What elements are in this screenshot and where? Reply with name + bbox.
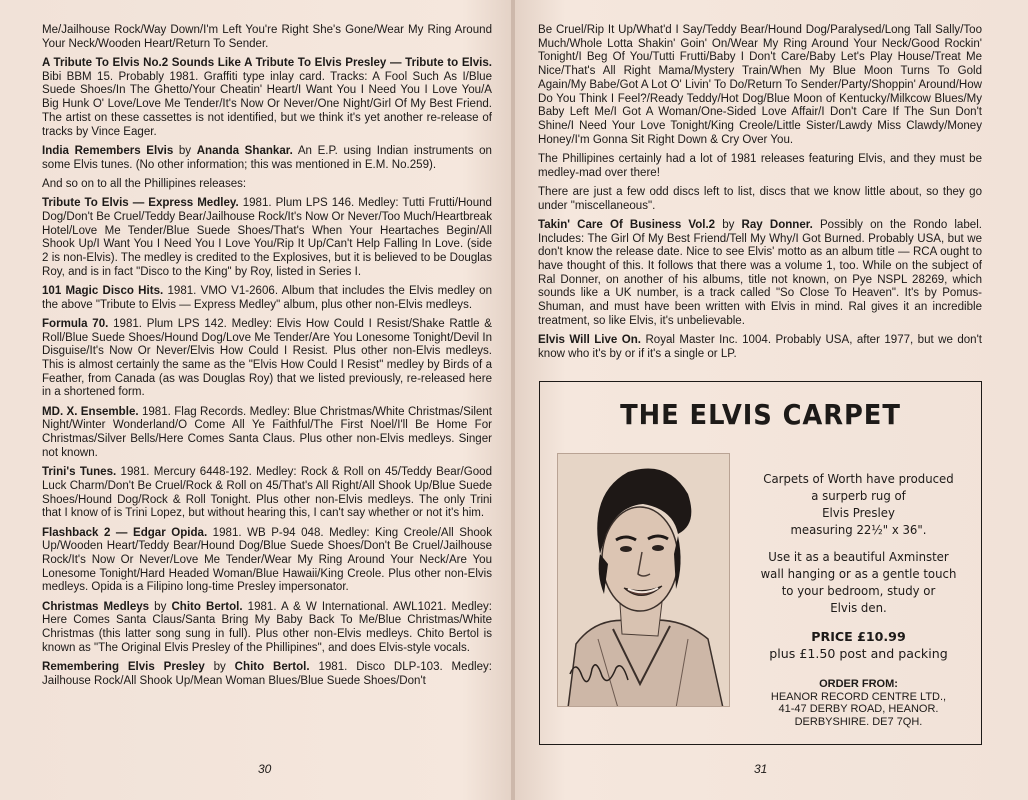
order-heading: ORDER FROM: [819,678,898,690]
paragraph-text: 1981. A & W International. AWL1021. Medley: Here Comes Santa Claus/Santa Bring My Baby Back To Me/Blue Christmas/White Christmas (this latter song sung in full). Plus other non-Elvis medleys. Chito Bertol is known as "The Original Elvis Presley of the Phillipines", and does Elvis-style vocals. [42,600,492,654]
article-paragraph [42,57,492,139]
article-paragraph [538,219,982,329]
article-paragraph [538,24,982,147]
elvis-portrait-image [557,453,730,707]
advert-copy-line: Use it as a beautiful Axminster [768,549,949,564]
advert-order-address [746,678,971,728]
paragraph-by: by [204,661,235,674]
article-paragraph [538,334,982,361]
paragraph-text: Be Cruel/Rip It Up/What'd I Say/Teddy Bear/Hound Dog/Paralysed/Long Tall Sally/Too Much/Whole Lotta Shakin' Goin' On/Wear My Ring Around Your Neck/Good Rockin' Tonight/I Beg Of You/Tutti Frutti/Baby I Don't Care/Baby Let's Play House/Treat Me Nice/That's All Right Mama/Mystery Train/When My Blue Moon Turns To Gold Again/My Babe/Got A Lot O' Livin' To Do/Return To Sender/Party/Shoppin' Around/How Do You Think I Feel?/Ready Teddy/Hot Dog/Blue Moon of Kentucky/Milkcow Blues/My Baby Left Me/I Got A Woman/One-Sided Love Affair/I Don't Care If The Sun Don't Shine/I Need Your Love Tonight/King Creole/Little Sister/Lawdy Miss Clawdy/Money Honey/I'm Gonna Sit Right Down & Cry Over You. [538,24,982,146]
paragraph-title: Elvis Will Live On. [538,334,642,347]
paragraph-artist: Ray Donner. [741,218,813,231]
elvis-portrait-illustration [558,454,730,707]
paragraph-text: 1981. Disco DLP-103. Medley: Jailhouse Rock/All Shook Up/Mean Woman Blues/Blue Suede Shoes/Don't [42,661,492,687]
paragraph-title: Trini's Tunes. [42,466,117,479]
advert-price-block [746,628,971,662]
paragraph-artist: Chito Bertol. [171,600,243,613]
paragraph-title: Takin' Care Of Business Vol.2 [538,218,716,231]
paragraph-title: 101 Magic Disco Hits. [42,284,164,297]
paragraph-text: 1981. VMO V1-2606. Album that includes the Elvis medley on the above "Tribute to Elvis — Express Medley" album, plus other non-Elvis medleys. [42,284,492,311]
advert-price: PRICE £10.99 [811,629,906,644]
paragraph-text: The Phillipines certainly had a lot of 1981 releases featuring Elvis, and they must be medley-mad over there! [538,152,982,179]
paragraph-title: Christmas Medleys [42,600,150,613]
paragraph-title: Flashback 2 — Edgar Opida. [42,526,208,539]
paragraph-text: An E.P. using Indian instruments on some Elvis tunes. (No other information; this was mentioned in E.M. No.259). [42,144,492,171]
right-page-number: 31 [754,762,768,776]
article-paragraph [42,178,492,192]
advert-copy-line: Carpets of Worth have produced [763,471,954,486]
article-paragraph [42,285,492,312]
article-paragraph [42,24,492,51]
article-paragraph [538,186,982,213]
paragraph-text: Possibly on the Rondo label. Includes: The Girl Of My Best Friend/Tell My Why/I Got Burned. Probably USA, but we don't know the release date. Nice to see Elvis' motto as an album title — RCA ought to have thought of this. It follows that there was a volume 1, too. While on the subject of Ral Donner, on another of his albums, title not known, on Pye NSPL 28269, which sounds like a UK number, is a track called "So Close To Heaven". It's by Pomus-Shuman, and must have been written with Elvis in mind. Ral gives it an incredible treatment, so like Elvis, it's unbelievable. [538,218,982,327]
paragraph-text: And so on to all the Phillipines releases: [42,177,247,190]
page-gutter [511,0,515,800]
article-paragraph [42,661,492,688]
paragraph-artist: Chito Bertol. [234,661,310,674]
article-paragraph [538,153,982,180]
paragraph-title: Remembering Elvis Presley [42,661,205,674]
paragraph-title: Tribute To Elvis — Express Medley. [42,197,239,210]
article-paragraph [42,527,492,596]
article-paragraph [42,406,492,461]
advert-title: THE ELVIS CARPET [620,398,901,431]
paragraph-text: There are just a few odd discs left to list, discs that we know little about, so they go under "miscellaneous". [538,185,982,212]
paragraph-by: by [173,144,197,157]
advert-copy-line: measuring 22½" x 36". [790,522,927,537]
article-paragraph [42,145,492,172]
advert-copy-line: Elvis den. [830,600,887,615]
address-line: HEANOR RECORD CENTRE LTD., [770,690,947,703]
advert-copy-line: wall hanging or as a gentle touch [760,566,957,581]
paragraph-text: Royal Master Inc. 1004. Probably USA, after 1977, but we don't know who it's by or if it's a single or LP. [538,334,983,360]
advert-copy-line: a surperb rug of [811,488,906,503]
address-line: 41-47 DERBY ROAD, HEANOR. [778,703,939,715]
paragraph-by: by [715,218,742,231]
advert-description [754,470,963,616]
address-line: DERBYSHIRE. DE7 7QH. [794,715,923,728]
paragraph-text: 1981. Plum LPS 146. Medley: Tutti Frutti/Hound Dog/Don't Be Cruel/Teddy Bear/Jailhouse Rock/It's Now Or Never/Too Much/Heartbreak Hotel/Love Me Tender/Blue Suede Shoes/That's When Your Heartaches Begin/All Shook Up/I Want You I Need You I Love You/Rip It Up/Can't Help Falling In Love. (side 2 is non-Elvis). The medley is credited to the Explosives, but it is believed to be Douglas Roy, and is in fact "Disco to the King" by Roy, listed in Series I. [42,197,492,278]
article-paragraph [42,197,492,279]
paragraph-artist: Ananda Shankar. [196,144,293,157]
advert-copy-line: to your bedroom, study or [781,583,936,598]
paragraph-text: Bibi BBM 15. Probably 1981. Graffiti type inlay card. Tracks: A Fool Such As I/Blue Suede Shoes/In The Ghetto/Your Cheatin' Heart/I Want You I Need You I Love You/A Big Hunk O' Love/Love Me Tender/It's Now Or Never/One Night/Girl Of My Best Friend. The artist on these cassettes is not identified, but we think it's yet another re-release of tracks by Vince Eager. [42,70,492,138]
paragraph-text: 1981. Mercury 6448-192. Medley: Rock & Roll on 45/Teddy Bear/Good Luck Charm/Don't Be Cruel/Rock & Roll on 45/That's All Right/All Shook Up/Blue Suede Shoes/Hound Dog/Rock & Roll Tonight. Plus other non-Elvis medleys. The only Trini that I know of is Trini Lopez, but without hearing this, I can't say whether or not it's him. [42,466,492,520]
paragraph-text: 1981. Flag Records. Medley: Blue Christmas/White Christmas/Silent Night/Winter Wonderland/O Come All Ye Faithful/The First Noel/I'll Be Home For Christmas/Silver Bells/Here Comes Santa Claus. Plus other non-Elvis medleys. Singer not known. [42,405,493,459]
paragraph-by: by [149,600,172,613]
paragraph-title: MD. X. Ensemble. [42,405,139,418]
article-paragraph [42,318,492,400]
article-paragraph [42,466,492,521]
advert-postage: plus £1.50 post and packing [769,646,948,661]
left-page-number: 30 [258,762,272,776]
paragraph-title: Formula 70. [42,317,109,330]
advert-copy-line: Elvis Presley [822,505,895,520]
right-page-text [538,24,982,367]
paragraph-text: 1981. WB P-94 048. Medley: King Creole/All Shook Up/Wooden Heart/Teddy Bear/Hound Dog/Blue Suede Shoes/Don't Be Cruel/Jailhouse Rock/It's Now Or Never/Love Me Tender/Wear My Ring Around Your Neck/Are You Lonesome Tonight/Hard Headed Woman/Blue Hawaii/King Creole. Plus other non-Elvis medleys. Opida is a Filipino long-time Presley impersonator. [42,526,492,594]
elvis-carpet-advert [539,381,982,745]
article-paragraph [42,601,492,656]
paragraph-title: A Tribute To Elvis No.2 Sounds Like A Tribute To Elvis Presley — Tribute to Elvis. [42,57,492,69]
paragraph-text: 1981. Plum LPS 142. Medley: Elvis How Could I Resist/Shake Rattle & Roll/Blue Suede Shoes/Hound Dog/Love Me Tender/Are You Lonesome Tonight/Devil In Disguise/It's Now Or Never/Elvis How Could I Resist. Plus other non-Elvis medleys. This is almost certainly the same as the "Elvis How Could I Resist" medley by Birds of a Feather, from Canada (as was Douglas Roy) that we listed previously, re-released here in a shortened form. [42,317,493,399]
paragraph-text: Me/Jailhouse Rock/Way Down/I'm Left You're Right She's Gone/Wear My Ring Around Your Neck/Wooden Heart/Return To Sender. [42,24,492,50]
left-page-text [42,24,492,694]
paragraph-title: India Remembers Elvis [42,144,174,157]
